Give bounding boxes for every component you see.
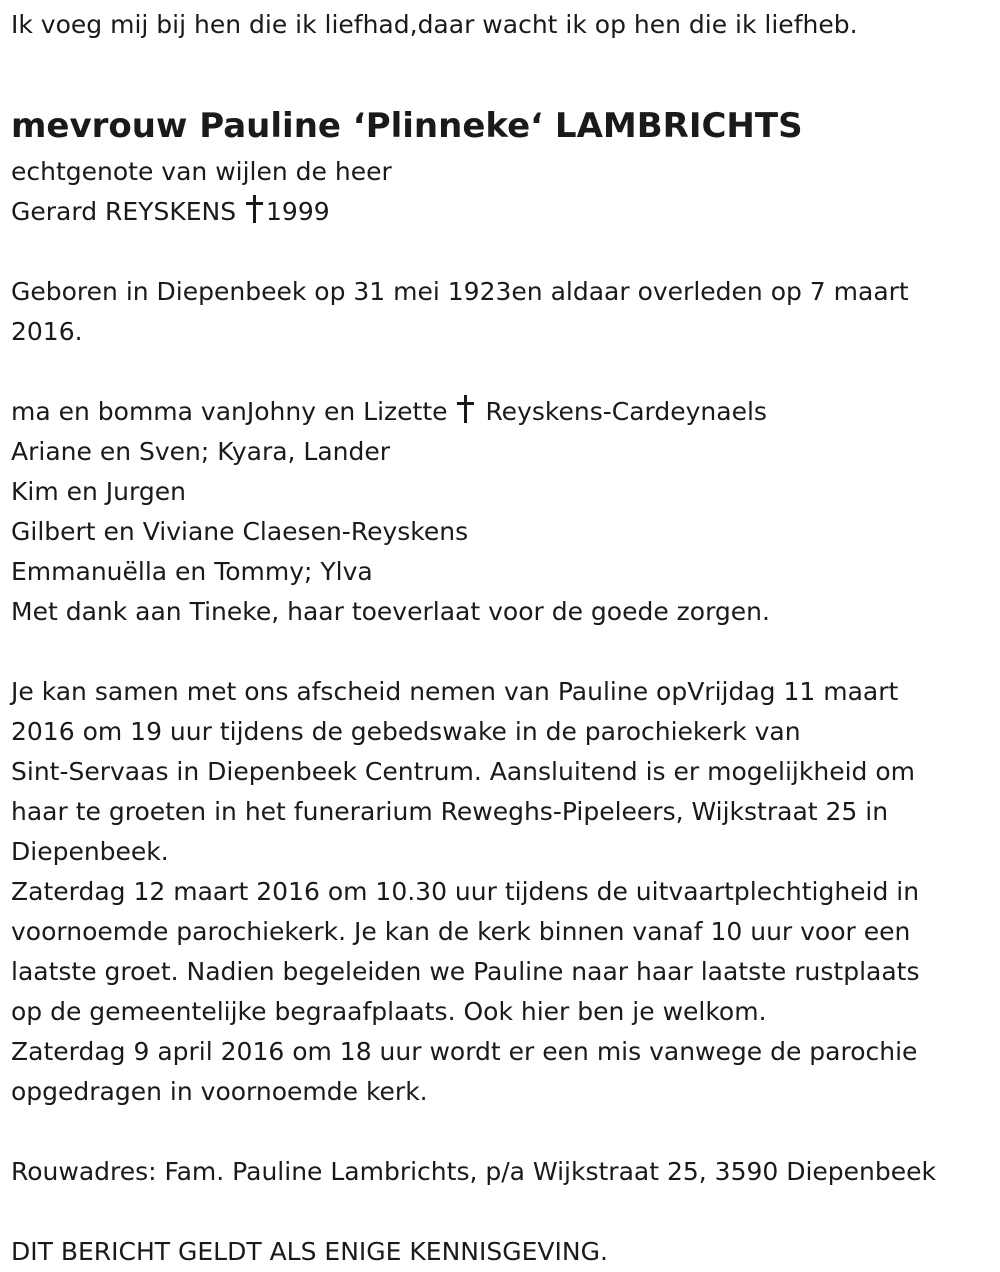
spouse-intro: echtgenote van wijlen de heer xyxy=(11,157,392,186)
ceremony-line: voornoemde parochiekerk. Je kan de kerk binnen vanaf 10 uur voor een xyxy=(11,917,911,946)
cross-icon xyxy=(457,395,475,423)
family-first-before: ma en bomma vanJohny en Lizette xyxy=(11,397,448,426)
spacer xyxy=(11,632,996,672)
epigraph: Ik voeg mij bij hen die ik liefhad,daar wacht ik op hen die ik liefheb. xyxy=(11,10,858,39)
birth-death-line-1: Geboren in Diepenbeek op 31 mei 1923en aldaar overleden op 7 maart xyxy=(11,277,909,306)
family-line-first xyxy=(11,392,996,432)
ceremony-line: Zaterdag 12 maart 2016 om 10.30 uur tijdens de uitvaartplechtigheid in xyxy=(11,877,920,906)
spouse-death-year: 1999 xyxy=(266,197,330,226)
spouse-line xyxy=(11,192,996,232)
family-line: Ariane en Sven; Kyara, Lander xyxy=(11,437,391,466)
thanks-line: Met dank aan Tineke, haar toeverlaat voor de goede zorgen. xyxy=(11,597,770,626)
mourning-address: Rouwadres: Fam. Pauline Lambrichts, p/a Wijkstraat 25, 3590 Diepenbeek xyxy=(11,1157,937,1186)
ceremony-line: Je kan samen met ons afscheid nemen van Pauline opVrijdag 11 maart xyxy=(11,677,899,706)
cross-icon xyxy=(246,195,264,223)
ceremony-line: Sint-Servaas in Diepenbeek Centrum. Aansluitend is er mogelijkheid om xyxy=(11,757,915,786)
family-line: Gilbert en Viviane Claesen-Reyskens xyxy=(11,517,469,546)
ceremony-line: Zaterdag 9 april 2016 om 18 uur wordt er een mis vanwege de parochie xyxy=(11,1037,918,1066)
spouse-name: Gerard REYSKENS xyxy=(11,197,237,226)
spacer xyxy=(11,232,996,272)
family-line: Kim en Jurgen xyxy=(11,477,186,506)
birth-death-line-2: 2016. xyxy=(11,317,83,346)
obituary-document xyxy=(11,0,996,1272)
family-first-after: Reyskens-Cardeynaels xyxy=(485,397,767,426)
ceremony-line: laatste groet. Nadien begeleiden we Pauline naar haar laatste rustplaats xyxy=(11,957,920,986)
spacer xyxy=(11,1192,996,1232)
ceremony-line: op de gemeentelijke begraafplaats. Ook hier ben je welkom. xyxy=(11,997,767,1026)
notice-line: DIT BERICHT GELDT ALS ENIGE KENNISGEVING. xyxy=(11,1237,608,1266)
ceremony-line: Diepenbeek. xyxy=(11,837,169,866)
ceremony-line: haar te groeten in het funerarium Reweghs-Pipeleers, Wijkstraat 25 in xyxy=(11,797,889,826)
spacer xyxy=(11,1112,996,1152)
ceremony-line: 2016 om 19 uur tijdens de gebedswake in de parochiekerk van xyxy=(11,717,801,746)
ceremony-line: opgedragen in voornoemde kerk. xyxy=(11,1077,428,1106)
family-line: Emmanuëlla en Tommy; Ylva xyxy=(11,557,373,586)
spacer xyxy=(11,352,996,392)
deceased-name: mevrouw Pauline ‘Plinneke‘ LAMBRICHTS xyxy=(11,106,803,146)
